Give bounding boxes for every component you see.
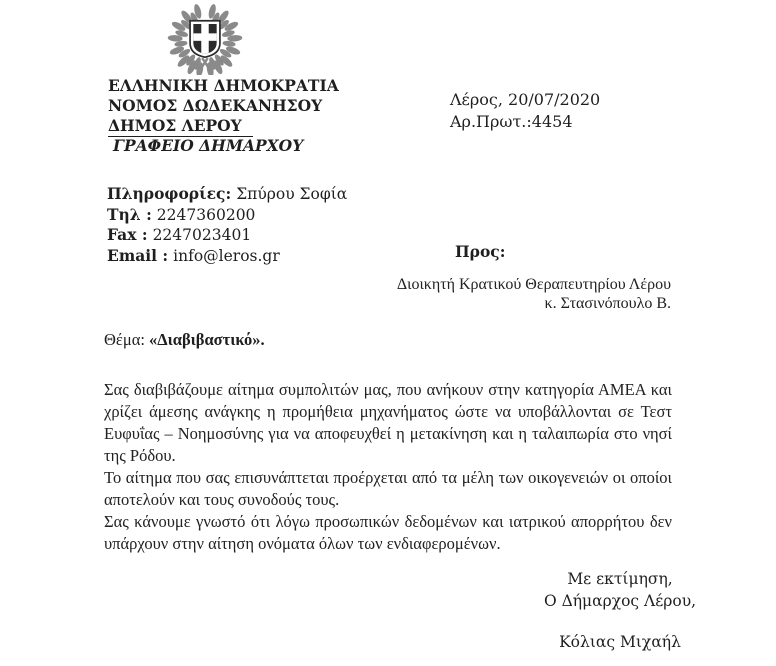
letter-body (104, 379, 672, 555)
letterhead-office: ΓΡΑΦΕΙΟ ΔΗΜΑΡΧΟΥ (113, 136, 304, 155)
contact-row-fax (107, 225, 347, 246)
signer-title: Ο Δήμαρχος Λέρου, (543, 592, 697, 610)
contact-fax-value: 2247023401 (152, 226, 252, 244)
recipient-line-1: Διοικητή Κρατικού Θεραπευτηρίου Λέρου (396, 276, 671, 293)
to-label: Προς: (455, 242, 506, 261)
body-paragraph-3: Σας κάνουμε γνωστό ότι λόγω προσωπικών δεδομένων και ιατρικού απορρήτου δεν υπάρχουν στην αίτηση ονόματα όλων των ενδιαφερομένων. (104, 512, 672, 553)
closing-salutation: Με εκτίμηση, (567, 570, 673, 588)
contact-phone-value: 2247360200 (156, 205, 256, 224)
recipient-line-2: κ. Στασινόπουλο Β. (544, 295, 671, 312)
contact-fax-label: Fax : (107, 225, 148, 244)
signer-name: Κόλιας Μιχαήλ (559, 633, 681, 651)
body-paragraph-1: Σας διαβιβάζουμε αίτημα συμπολιτών μας, που ανήκουν στην κατηγορία ΑΜΕΑ και χρίζει άμεσης ανάγκης η προμήθεια μηχανήματος ώστε να υποβάλλονται σε Τεστ Ευφυΐας – Νοημοσύνης για να αποφευχθεί η μετακίνηση και η ταλαιπωρία στο νησί της Ρόδου. (104, 380, 672, 465)
subject-line (104, 330, 265, 350)
signature-gap (518, 612, 722, 631)
subject-value: «Διαβιβαστικό». (149, 330, 265, 349)
letterhead-republic: ΕΛΛΗΝΙΚΗ ΔΗΜΟΚΡΑΤΙΑ (108, 76, 339, 95)
contact-row-email (107, 246, 347, 267)
contact-phone-label: Τηλ : (107, 204, 152, 224)
contact-row-info (107, 184, 347, 205)
protocol-number: Αρ.Πρωτ.:4454 (450, 112, 573, 131)
date-protocol-block (450, 89, 600, 133)
letterhead-prefecture: ΝΟΜΟΣ ΔΩΔΕΚΑΝΗΣΟΥ (108, 96, 323, 115)
cross-shield (190, 21, 220, 58)
contact-row-phone (107, 205, 347, 226)
letterhead-municipality (108, 116, 339, 136)
body-paragraph-2: Το αίτημα που σας επισυνάπτεται προέρχεται από τα μέλη των οικογενειών οι οποίοι αποτελούν και τους συνοδούς τους. (104, 468, 672, 509)
contact-info-value: Σπύρου Σοφία (236, 185, 348, 203)
contact-info-label: Πληροφορίες: (107, 184, 232, 203)
contact-block (107, 184, 347, 266)
greek-coat-of-arms-icon (149, 2, 261, 75)
place-date: Λέρος, 20/07/2020 (450, 90, 601, 109)
letterhead-municipality-text: ΔΗΜΟΣ ΛΕΡΟΥ (108, 116, 253, 137)
letterhead (108, 76, 339, 156)
recipient-block (350, 275, 671, 313)
contact-email-label: Email : (107, 245, 169, 265)
subject-label: Θέμα: (104, 330, 145, 349)
contact-email-value: info@leros.gr (173, 246, 280, 265)
signature-block (518, 568, 722, 653)
